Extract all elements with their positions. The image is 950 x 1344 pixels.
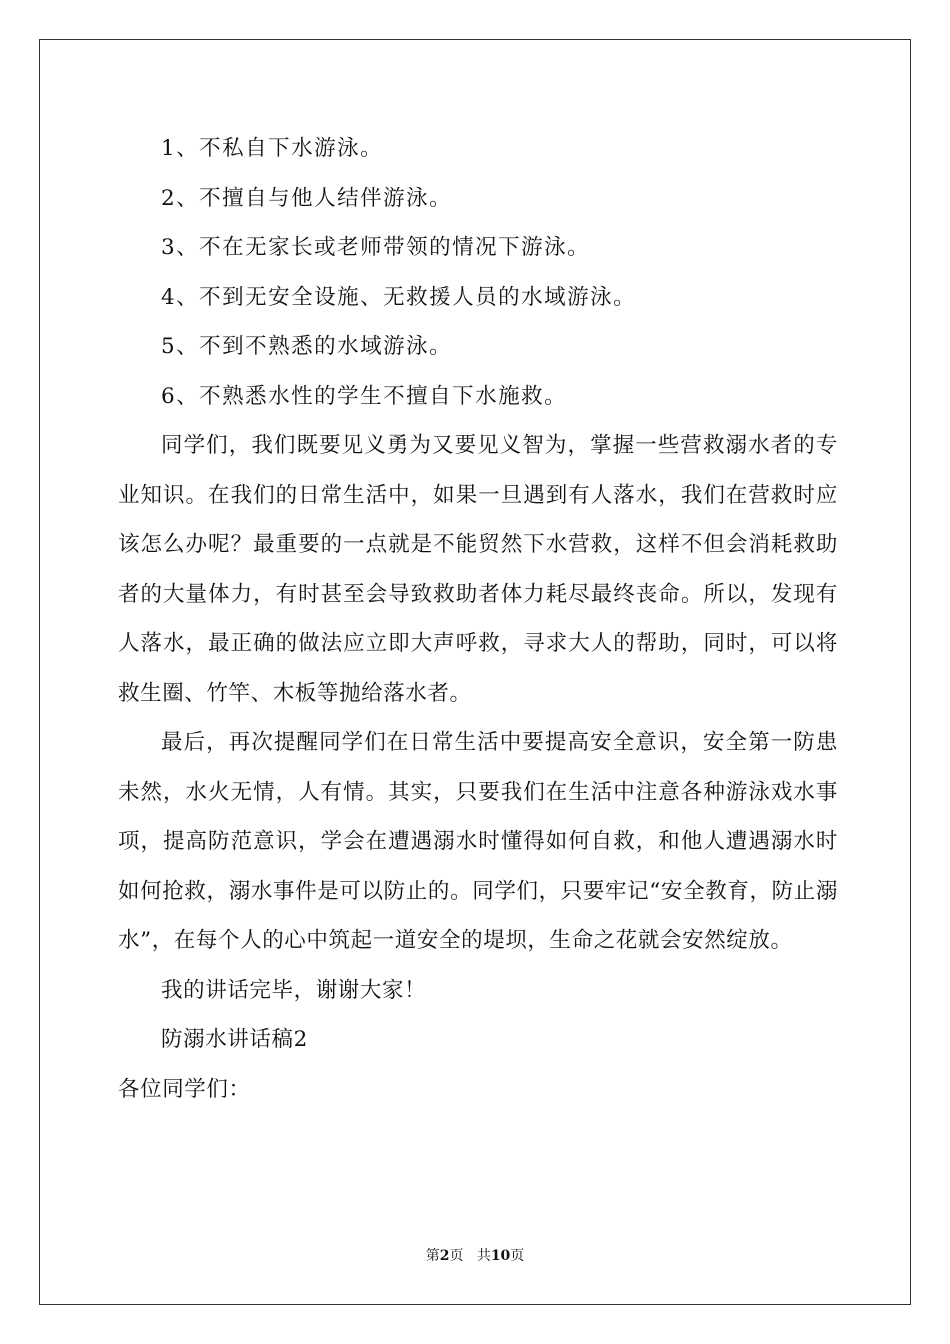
page-footer <box>0 1247 950 1265</box>
paragraph-closing-reminder: 最后，再次提醒同学们在日常生活中要提高安全意识，安全第一防患未然，水火无情，人有情。其实，只要我们在生活中注意各种游泳戏水事项，提高防范意识，学会在遭遇溺水时懂得如何自救，和他人遭遇溺水时如何抢救，溺水事件是可以防止的。同学们，只要牢记“安全教育，防止溺水”，在每个人的心中筑起一道安全的堤坝，生命之花就会安然绽放。 <box>118 730 838 953</box>
page-prefix: 第 <box>425 1248 440 1264</box>
page-number: 2 <box>439 1248 450 1264</box>
total-pages: 10 <box>490 1248 511 1264</box>
section-title: 防溺水讲话稿2 <box>161 1027 308 1052</box>
list-item-2: 2、不擅自与他人结伴游泳。 <box>161 185 453 211</box>
paragraph-thanks: 我的讲话完毕，谢谢大家！ <box>161 977 427 1003</box>
document-body <box>118 124 838 1114</box>
total-prefix: 共 <box>476 1248 491 1264</box>
list-item-4: 4、不到无安全设施、无救援人员的水域游泳。 <box>161 284 637 310</box>
paragraph-rescue-advice: 同学们，我们既要见义勇为又要见义智为，掌握一些营救溺水者的专业知识。在我们的日常生活中，如果一旦遇到有人落水，我们在营救时应该怎么办呢？最重要的一点就是不能贸然下水营救，这样不但会消耗救助者的大量体力，有时甚至会导致救助者体力耗尽最终丧命。所以，发现有人落水，最正确的做法应立即大声呼救，寻求大人的帮助，同时，可以将救生圈、竹竿、木板等抛给落水者。 <box>118 433 838 706</box>
list-item-5: 5、不到不熟悉的水域游泳。 <box>161 334 453 359</box>
list-item-1: 1、不私自下水游泳。 <box>161 136 384 161</box>
list-item-6: 6、不熟悉水性的学生不擅自下水施救。 <box>161 383 568 409</box>
salutation: 各位同学们： <box>118 1076 251 1102</box>
total-unit: 页 <box>510 1248 525 1264</box>
page-unit: 页 <box>449 1248 464 1264</box>
list-item-3: 3、不在无家长或老师带领的情况下游泳。 <box>161 235 591 260</box>
